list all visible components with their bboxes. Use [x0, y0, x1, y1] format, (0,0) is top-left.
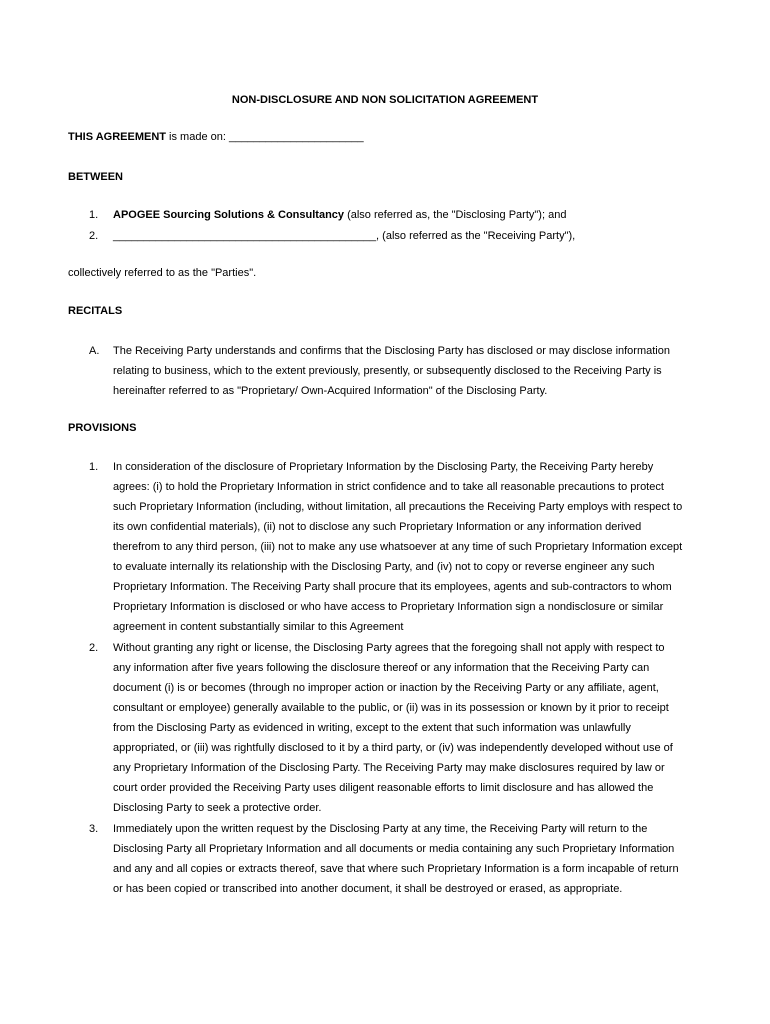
recital-line: relating to business, which to the extent previously, presently, or subsequently disclosed to the Receiving Party is — [113, 364, 662, 377]
provision-paragraph — [113, 457, 713, 638]
party-disclosing — [113, 209, 566, 221]
party-name: APOGEE Sourcing Solutions & Consultancy — [113, 209, 345, 221]
party-receiving — [113, 230, 575, 242]
agreement-date-label: THIS AGREEMENT — [68, 131, 166, 143]
agreement-date-line — [68, 131, 364, 143]
recital-paragraph — [113, 341, 713, 401]
party-number: 2. — [89, 230, 99, 242]
provision-line: document (i) is or becomes (through no improper action or inaction by the Receiving Party or any affiliate, agent, — [113, 681, 659, 694]
provision-line: agreement in content substantially similar to this Agreement — [113, 621, 404, 634]
party-text: ___________________________________________, (also referred as the "Receiving Party"), — [113, 230, 576, 242]
provision-number: 3. — [89, 823, 99, 835]
provision-line: consultant or employee) generally available to the public, or (ii) was in its possession or known by it prior to receipt — [113, 701, 669, 714]
provision-line: therefrom to any third person, (iii) not to make any use whatsoever at any time of such Proprietary Information except — [113, 540, 683, 553]
provision-line: Disclosing Party all Proprietary Information and all documents or media containing any such Proprietary Information — [113, 842, 675, 855]
provision-line: and any and all copies or extracts thereof, save that where such Proprietary Information is a form incapable of return — [113, 862, 679, 875]
provision-line: Without granting any right or license, the Disclosing Party agrees that the foregoing shall not apply with respect to — [113, 641, 665, 654]
provision-paragraph — [113, 638, 713, 819]
collectively-text: collectively referred to as the "Parties". — [68, 267, 257, 279]
provision-line: Proprietary Information is disclosed or who have access to Proprietary Information sign a nondisclosure or similar — [113, 601, 664, 614]
agreement-date-blank: is made on: ______________________ — [166, 131, 364, 143]
provision-line: or has been copied or transcribed into another document, it shall be destroyed or erased, as appropriate. — [113, 882, 623, 895]
provision-line: Proprietary Information. The Receiving Party shall procure that its employees, agents and sub-contractors to whom — [113, 581, 672, 594]
provision-line: agrees: (i) to hold the Proprietary Information in strict confidence and to take all reasonable precautions to protect — [113, 480, 664, 493]
provision-line: Disclosing Party to seek a protective order. — [113, 802, 322, 815]
provision-line: appropriated, or (iii) was rightfully disclosed to it by a third party, or (iv) was independently developed without use of — [113, 741, 673, 754]
provisions-heading: PROVISIONS — [68, 422, 137, 434]
recital-line: hereinafter referred to as "Proprietary/ Own-Acquired Information" of the Disclosing Party. — [113, 384, 548, 397]
provision-number: 1. — [89, 461, 99, 473]
provision-line: to evaluate internally its relationship with the Disclosing Party, and (iv) not to copy or reverse engineer any such — [113, 560, 655, 573]
provision-line: any Proprietary Information of the Disclosing Party. The Receiving Party may make disclosures required by law or — [113, 762, 665, 775]
provision-line: from the Disclosing Party as evidenced in writing, except to the extent that such information was unlawfully — [113, 721, 631, 734]
provision-number: 2. — [89, 642, 99, 654]
provision-paragraph — [113, 819, 713, 899]
recitals-heading: RECITALS — [68, 305, 123, 317]
provision-line: court order provided the Receiving Party uses diligent reasonable efforts to limit disclosure and has allowed the — [113, 782, 654, 795]
provision-line: In consideration of the disclosure of Proprietary Information by the Disclosing Party, the Receiving Party hereby — [113, 460, 654, 473]
recital-letter: A. — [89, 345, 100, 357]
provision-line: its own confidential materials), (ii) not to disclose any such Proprietary Information or any information derived — [113, 520, 642, 533]
document-title: NON-DISCLOSURE AND NON SOLICITATION AGREEMENT — [231, 94, 539, 106]
party-text: (also referred as, the "Disclosing Party"); and — [344, 209, 567, 221]
between-heading: BETWEEN — [68, 171, 123, 183]
party-number: 1. — [89, 209, 99, 221]
recital-line: The Receiving Party understands and confirms that the Disclosing Party has disclosed or may disclose information — [113, 344, 670, 357]
provision-line: any information after five years following the disclosure thereof or any information that the Receiving Party can — [113, 661, 650, 674]
provision-line: Immediately upon the written request by the Disclosing Party at any time, the Receiving Party will return to the — [113, 822, 648, 835]
provision-line: such Proprietary Information (including, without limitation, all precautions the Receiving Party employs with respect to — [113, 500, 683, 513]
